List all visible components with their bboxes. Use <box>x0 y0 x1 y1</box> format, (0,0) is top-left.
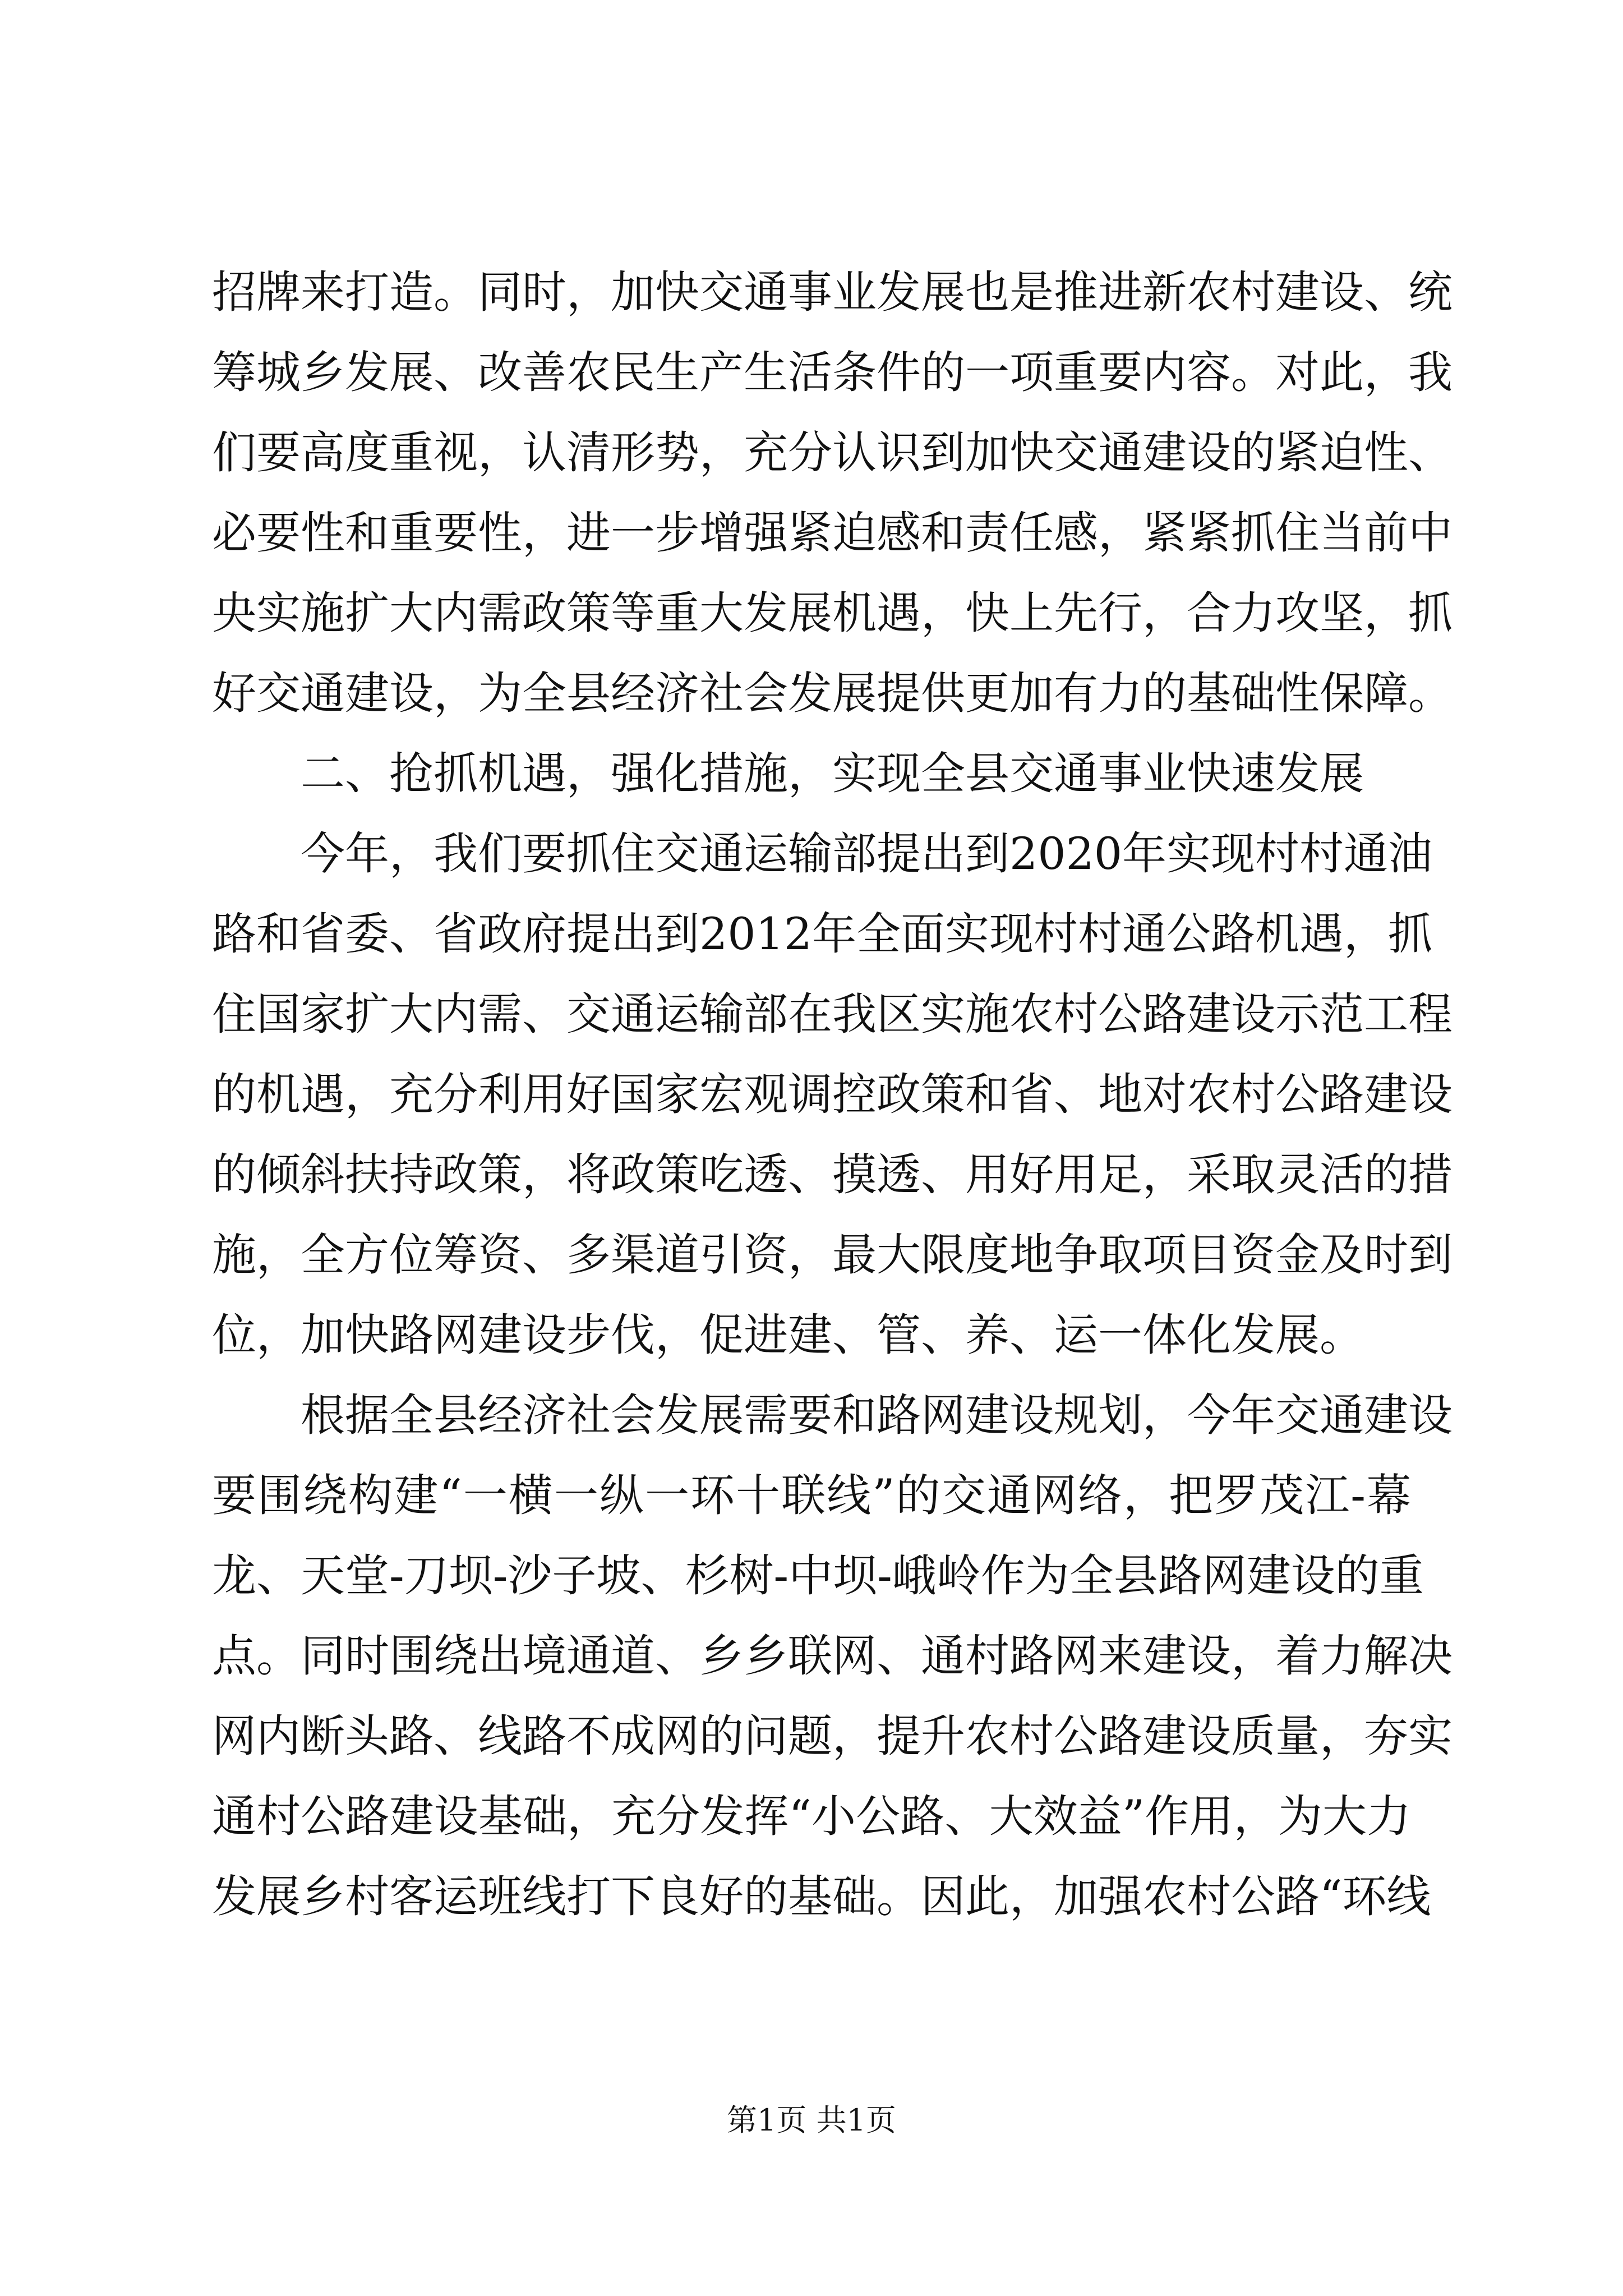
text-line: 网内断头路、线路不成网的问题，提升农村公路建设质量，夯实 <box>212 1710 1453 1762</box>
paragraph-3 <box>212 814 1453 1375</box>
text-line: 路和省委、省政府提出到2012年全面实现村村通公路机遇，抓 <box>212 908 1433 960</box>
paragraph-4 <box>212 1375 1453 1937</box>
text-line: 要围绕构建“一横一纵一环十联线”的交通网络，把罗茂江-幕 <box>212 1470 1411 1521</box>
text-line: 点。同时围绕出境通道、乡乡联网、通村路网来建设，着力解决 <box>212 1630 1453 1682</box>
text-line: 今年，我们要抓住交通运输部提出到2020年实现村村通油 <box>301 828 1433 880</box>
text-line: 央实施扩大内需政策等重大发展机遇，快上先行，合力攻坚，抓 <box>212 587 1453 639</box>
paragraph-1 <box>212 252 1453 734</box>
text-line: 必要性和重要性，进一步增强紧迫感和责任感，紧紧抓住当前中 <box>212 507 1453 559</box>
text-line: 住国家扩大内需、交通运输部在我区实施农村公路建设示范工程 <box>212 988 1453 1040</box>
text-line: 龙、天堂-刀坝-沙子坡、杉树-中坝-峨岭作为全县路网建设的重 <box>212 1550 1424 1602</box>
section-heading: 二、抢抓机遇，强化措施，实现全县交通事业快速发展 <box>301 748 1364 799</box>
text-line: 位，加快路网建设步伐，促进建、管、养、运一体化发展。 <box>212 1309 1364 1361</box>
text-line: 施，全方位筹资、多渠道引资，最大限度地争取项目资金及时到 <box>212 1229 1453 1281</box>
text-line: 招牌来打造。同时，加快交通事业发展也是推进新农村建设、统 <box>212 266 1453 318</box>
text-line: 根据全县经济社会发展需要和路网建设规划，今年交通建设 <box>301 1389 1453 1441</box>
text-line: 通村公路建设基础，充分发挥“小公路、大效益”作用，为大力 <box>212 1791 1411 1842</box>
text-line: 的机遇，充分利用好国家宏观调控政策和省、地对农村公路建设 <box>212 1069 1453 1120</box>
text-line: 发展乡村客运班线打下良好的基础。因此，加强农村公路“环线 <box>212 1871 1431 1922</box>
page-footer: 第1页 共1页 <box>727 2102 896 2138</box>
body-text <box>212 252 1453 1937</box>
text-line: 的倾斜扶持政策，将政策吃透、摸透、用好用足，采取灵活的措 <box>212 1149 1453 1200</box>
text-line: 们要高度重视，认清形势，充分认识到加快交通建设的紧迫性、 <box>212 427 1453 478</box>
text-line: 筹城乡发展、改善农民生产生活条件的一项重要内容。对此，我 <box>212 347 1453 398</box>
text-line: 好交通建设，为全县经济社会发展提供更加有力的基础性保障。 <box>212 668 1453 719</box>
